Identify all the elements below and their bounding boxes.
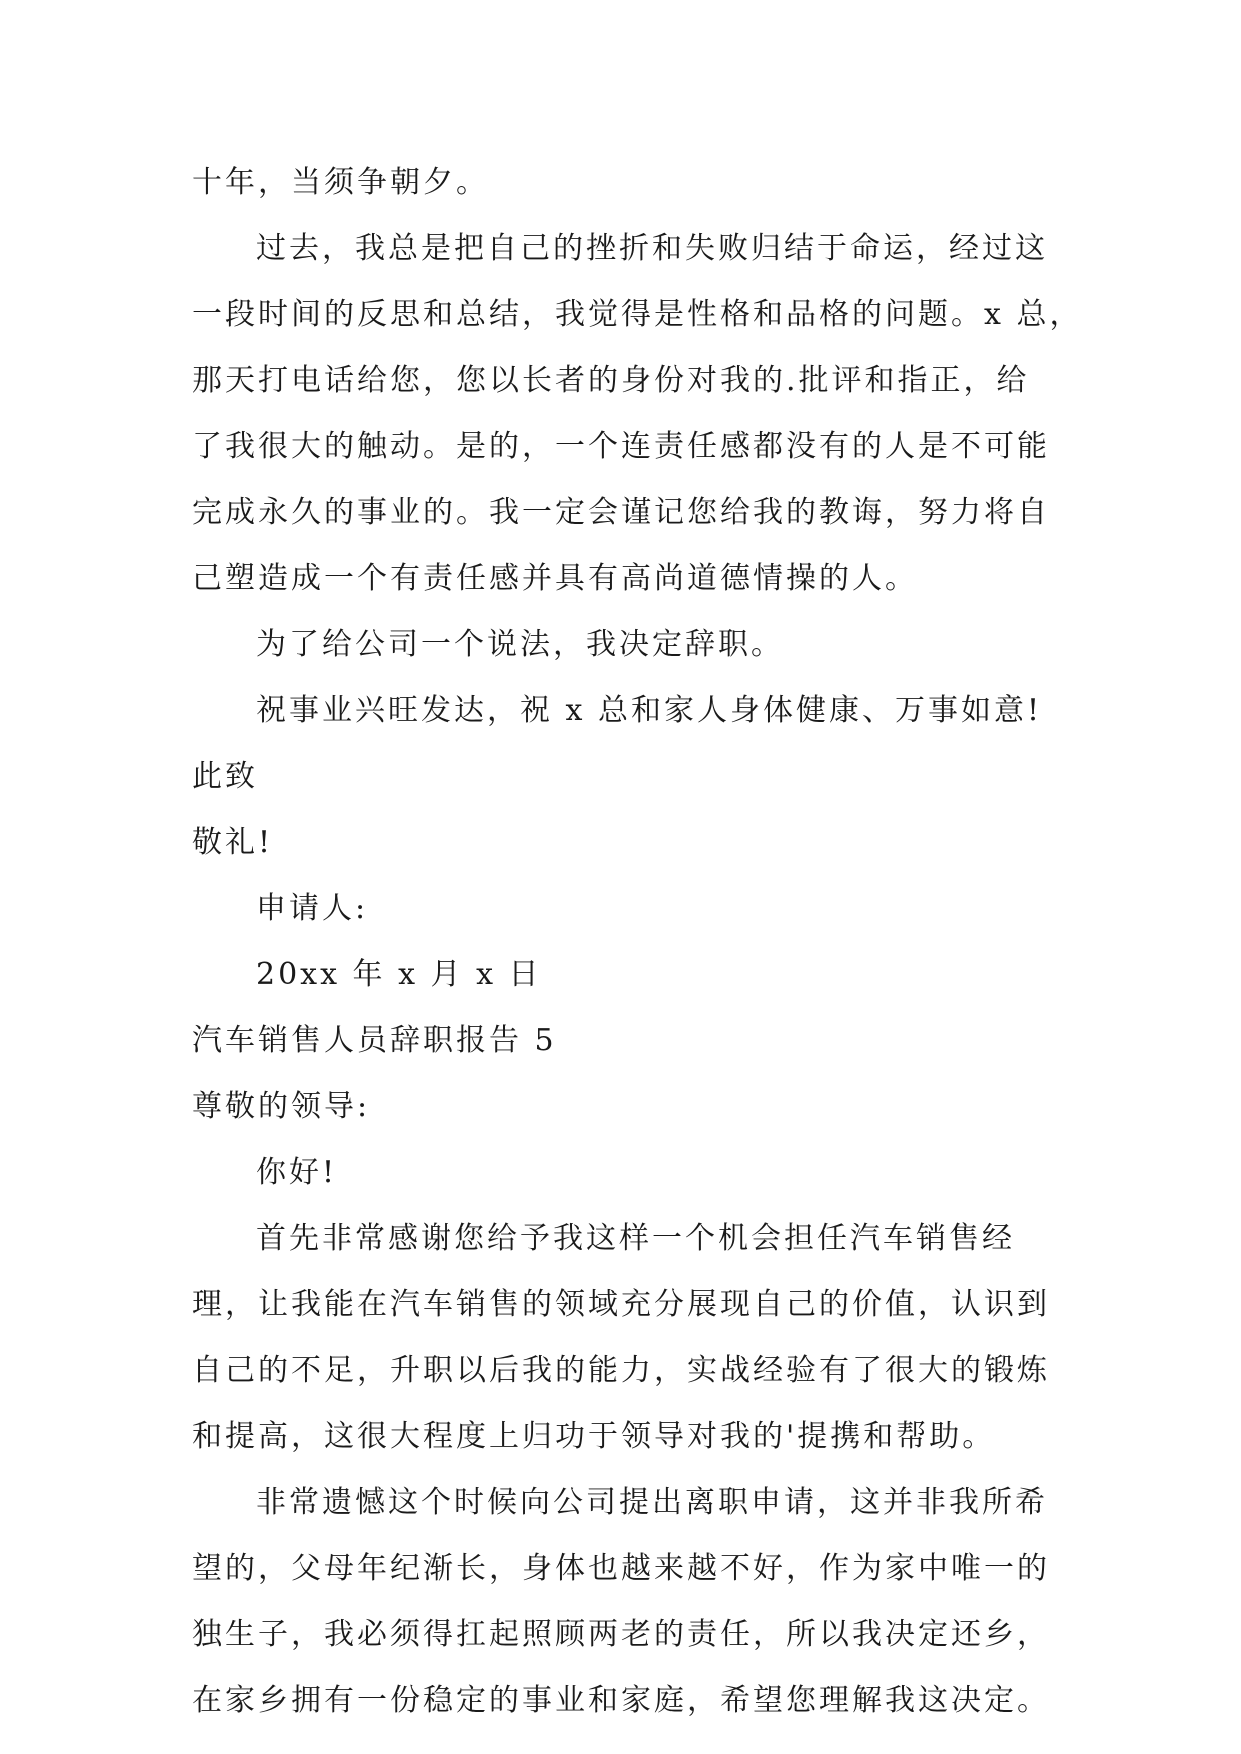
text-line: 了我很大的触动。是的，一个连责任感都没有的人是不可能 [192,429,1050,464]
text-line: 望的，父母年纪渐长，身体也越来越不好，作为家中唯一的 [192,1551,1050,1586]
text-line: 那天打电话给您，您以长者的身份对我的.批评和指正，给 [192,363,1030,398]
salutation: 敬礼! [192,825,274,860]
text-line: 己塑造成一个有责任感并具有高尚道德情操的人。 [192,561,918,596]
text-line: 十年，当须争朝夕。 [192,165,489,200]
date-line: 20xx 年 x 月 x 日 [256,957,542,992]
text-line: 为了给公司一个说法，我决定辞职。 [256,627,784,662]
greeting-recipient: 尊敬的领导: [192,1089,371,1124]
text-line: 在家乡拥有一份稳定的事业和家庭，希望您理解我这决定。 [192,1683,1050,1718]
text-line: 过去，我总是把自己的挫折和失败归结于命运，经过这 [256,231,1048,266]
text-line: 非常遗憾这个时候向公司提出离职申请，这并非我所希 [256,1485,1048,1520]
text-line: 自己的不足，升职以后我的能力，实战经验有了很大的锻炼 [192,1353,1050,1388]
applicant-label: 申请人: [256,891,369,926]
text-line: 完成永久的事业的。我一定会谨记您给我的教诲，努力将自 [192,495,1050,530]
greeting: 你好! [256,1155,338,1190]
closing-phrase: 此致 [192,759,258,794]
text-line: 一段时间的反思和总结，我觉得是性格和品格的问题。x 总， [192,297,1083,332]
text-line: 独生子，我必须得扛起照顾两老的责任，所以我决定还乡， [192,1617,1050,1652]
text-line: 祝事业兴旺发达，祝 x 总和家人身体健康、万事如意! [256,693,1043,728]
text-line: 理，让我能在汽车销售的领域充分展现自己的价值，认识到 [192,1287,1050,1322]
document-body [192,150,1083,1734]
text-line: 和提高，这很大程度上归功于领导对我的'提携和帮助。 [192,1419,996,1454]
text-line: 首先非常感谢您给予我这样一个机会担任汽车销售经 [256,1221,1015,1256]
section-title: 汽车销售人员辞职报告 5 [192,1023,557,1058]
